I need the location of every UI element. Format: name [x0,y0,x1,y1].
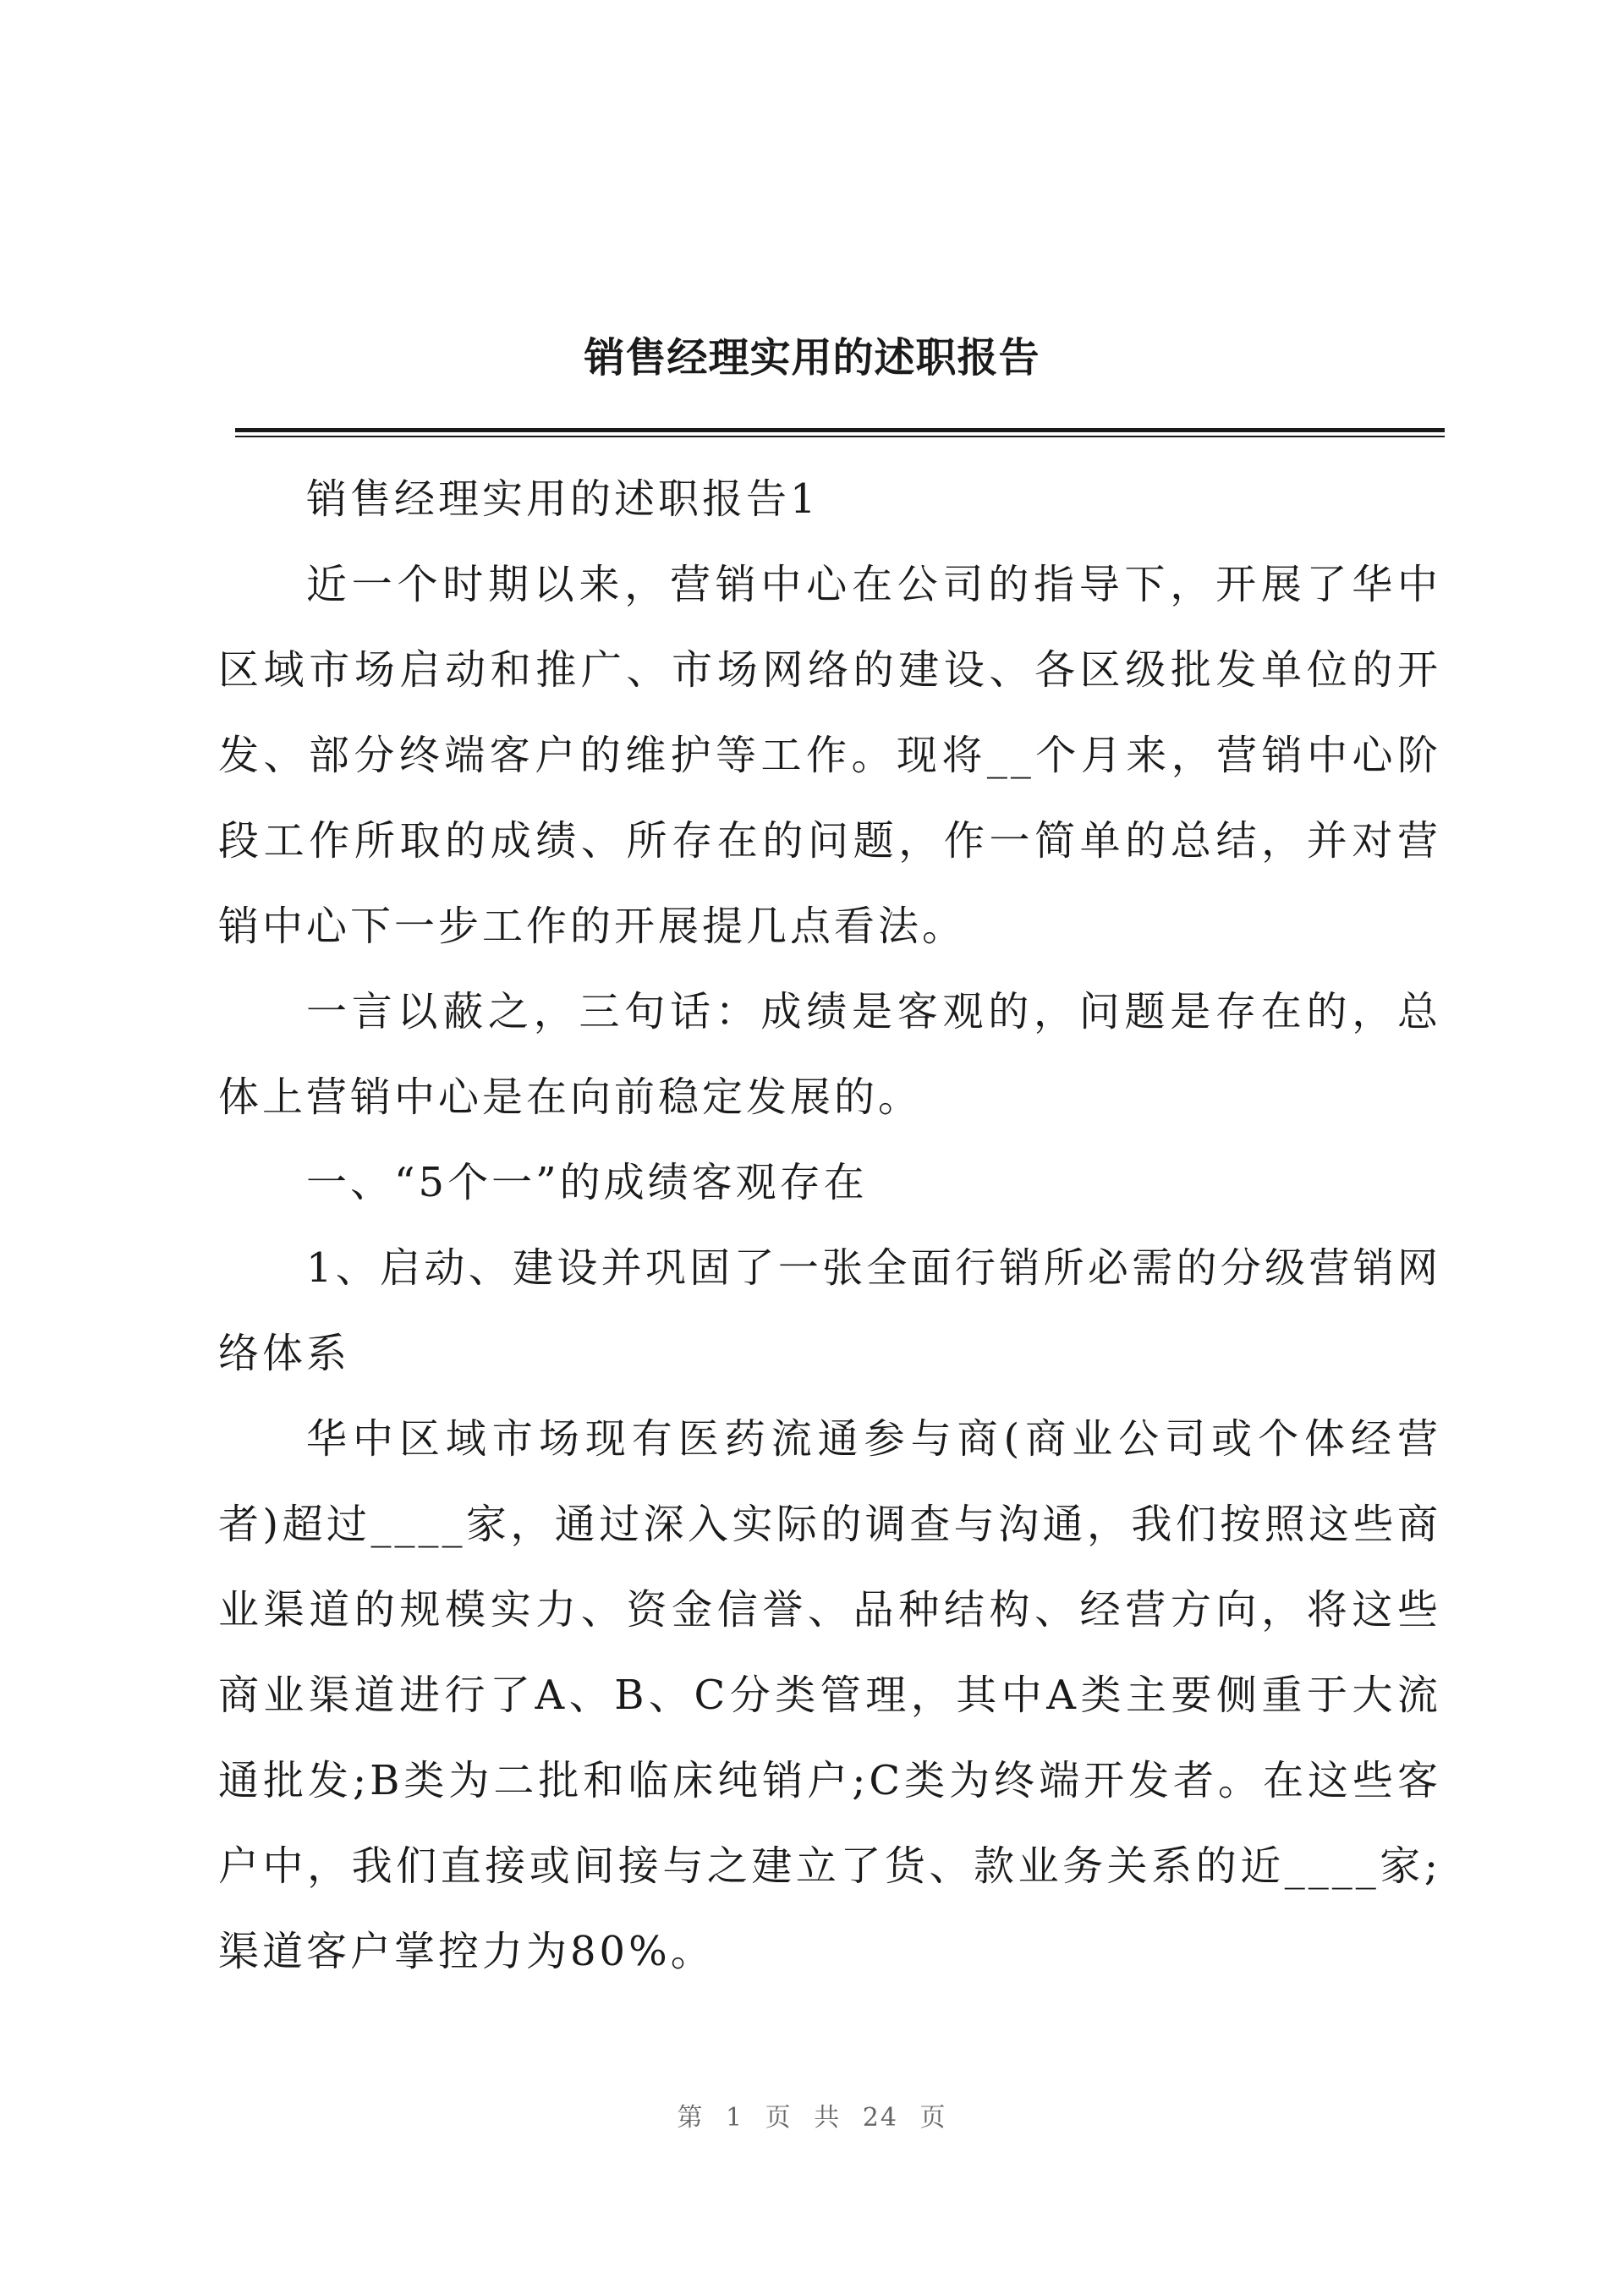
section-heading: 销售经理实用的述职报告1 [306,475,820,523]
document-title: 销售经理实用的述职报告 [584,334,1040,382]
paragraph-intro: 近一个时期以来，营销中心在公司的指导下，开展了华中区域市场启动和推广、市场网络的建设、各区级批发单位的开发、部分终端客户的维护等工作。现将__个月来，营销中心阶段工作所取的成绩、所存在的问题，作一简单的总结，并对营销中心下一步工作的开展提几点看法。 [218,561,1441,950]
subheading-achievements: 一、“5个一”的成绩客观存在 [306,1159,868,1206]
paragraph-summary: 一言以蔽之，三句话：成绩是客观的，问题是存在的，总体上营销中心是在向前稳定发展的。 [218,988,1441,1121]
title-rule-thick [235,428,1445,432]
paragraph-network-details: 华中区域市场现有医药流通参与商(商业公司或个体经营者)超过____家，通过深入实际的调查与沟通，我们按照这些商业渠道的规模实力、资金信誉、品种结构、经营方向，将这些商业渠道进行了A、B、C分类管理，其中A类主要侧重于大流通批发;B类为二批和临床纯销户;C类为终端开发者。在这些客户中，我们直接或间接与之建立了货、款业务关系的近____家;渠道客户掌控力为80%。 [218,1415,1441,1975]
title-rule-thin [235,436,1445,437]
page-number-footer: 第 1 页 共 24 页 [677,2103,947,2133]
document-body [218,457,1441,1995]
subheading-network: 1、启动、建设并巩固了一张全面行销所必需的分级营销网络体系 [218,1244,1441,1377]
